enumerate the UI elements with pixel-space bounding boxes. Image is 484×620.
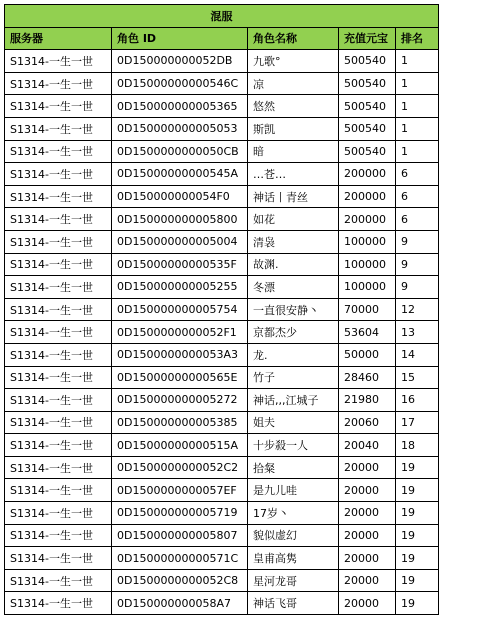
role-name-cell: 斯凯 <box>248 117 339 140</box>
role-name-cell: 十步殺一人 <box>248 434 339 457</box>
role-name-cell: 暗 <box>248 140 339 163</box>
server-cell: S1314-一生一世 <box>5 411 112 434</box>
role-id-cell: 0D15000000000515A <box>112 434 248 457</box>
recharge-cell: 200000 <box>339 163 396 186</box>
role-id-cell: 0D1500000000050CB <box>112 140 248 163</box>
role-name-cell: 神话丨青丝 <box>248 185 339 208</box>
table-row <box>5 456 439 479</box>
recharge-cell: 200000 <box>339 208 396 231</box>
role-id-cell: 0D150000000052DB <box>112 50 248 73</box>
table-row <box>5 298 439 321</box>
role-name-cell: 凉 <box>248 72 339 95</box>
rank-cell: 19 <box>396 456 439 479</box>
role-name-cell: 如花 <box>248 208 339 231</box>
table-row <box>5 321 439 344</box>
server-cell: S1314-一生一世 <box>5 163 112 186</box>
role-name-cell: 貌似虚幻 <box>248 524 339 547</box>
recharge-cell: 20000 <box>339 592 396 615</box>
table-row <box>5 389 439 412</box>
recharge-cell: 500540 <box>339 95 396 118</box>
rank-cell: 12 <box>396 298 439 321</box>
table-title: 混服 <box>5 5 439 28</box>
rank-cell: 1 <box>396 50 439 73</box>
server-cell: S1314-一生一世 <box>5 569 112 592</box>
server-cell: S1314-一生一世 <box>5 366 112 389</box>
role-id-cell: 0D1500000000052F1 <box>112 321 248 344</box>
recharge-cell: 100000 <box>339 230 396 253</box>
role-id-cell: 0D150000000005053 <box>112 117 248 140</box>
table-row <box>5 411 439 434</box>
server-cell: S1314-一生一世 <box>5 524 112 547</box>
server-cell: S1314-一生一世 <box>5 208 112 231</box>
rank-cell: 17 <box>396 411 439 434</box>
server-cell: S1314-一生一世 <box>5 95 112 118</box>
header-recharge: 充值元宝 <box>339 27 396 50</box>
role-id-cell: 0D150000000005272 <box>112 389 248 412</box>
role-id-cell: 0D150000000005800 <box>112 208 248 231</box>
server-cell: S1314-一生一世 <box>5 343 112 366</box>
role-name-cell: 故渊. <box>248 253 339 276</box>
recharge-cell: 20000 <box>339 569 396 592</box>
role-name-cell: 京都杰少 <box>248 321 339 344</box>
recharge-cell: 20000 <box>339 502 396 525</box>
recharge-cell: 70000 <box>339 298 396 321</box>
rank-cell: 13 <box>396 321 439 344</box>
recharge-cell: 500540 <box>339 72 396 95</box>
table-row <box>5 163 439 186</box>
recharge-cell: 200000 <box>339 185 396 208</box>
recharge-cell: 21980 <box>339 389 396 412</box>
role-id-cell: 0D1500000000057EF <box>112 479 248 502</box>
role-id-cell: 0D1500000000053A3 <box>112 343 248 366</box>
role-id-cell: 0D15000000000571C <box>112 547 248 570</box>
recharge-cell: 20000 <box>339 547 396 570</box>
rank-cell: 19 <box>396 592 439 615</box>
header-row <box>5 27 439 50</box>
role-name-cell: 竹子 <box>248 366 339 389</box>
server-cell: S1314-一生一世 <box>5 230 112 253</box>
rank-cell: 6 <box>396 185 439 208</box>
server-cell: S1314-一生一世 <box>5 185 112 208</box>
table-row <box>5 208 439 231</box>
recharge-cell: 100000 <box>339 253 396 276</box>
role-name-cell: 龙. <box>248 343 339 366</box>
rank-cell: 19 <box>396 524 439 547</box>
table-row <box>5 547 439 570</box>
role-id-cell: 0D150000000005365 <box>112 95 248 118</box>
role-id-cell: 0D15000000000535F <box>112 253 248 276</box>
rank-cell: 6 <box>396 208 439 231</box>
role-id-cell: 0D150000000005719 <box>112 502 248 525</box>
role-id-cell: 0D150000000005255 <box>112 276 248 299</box>
role-name-cell: 冬漂 <box>248 276 339 299</box>
server-cell: S1314-一生一世 <box>5 50 112 73</box>
rank-cell: 9 <box>396 276 439 299</box>
server-cell: S1314-一生一世 <box>5 253 112 276</box>
server-cell: S1314-一生一世 <box>5 502 112 525</box>
rank-cell: 9 <box>396 253 439 276</box>
recharge-cell: 20040 <box>339 434 396 457</box>
ranking-table <box>4 4 439 615</box>
role-id-cell: 0D1500000000052C2 <box>112 456 248 479</box>
role-name-cell: 是九儿哇 <box>248 479 339 502</box>
table-row <box>5 230 439 253</box>
table-row <box>5 185 439 208</box>
table-row <box>5 253 439 276</box>
role-id-cell: 0D150000000058A7 <box>112 592 248 615</box>
recharge-cell: 20060 <box>339 411 396 434</box>
role-name-cell: 神话飞哥 <box>248 592 339 615</box>
recharge-cell: 20000 <box>339 479 396 502</box>
rank-cell: 6 <box>396 163 439 186</box>
table-row <box>5 434 439 457</box>
server-cell: S1314-一生一世 <box>5 389 112 412</box>
recharge-cell: 50000 <box>339 343 396 366</box>
title-row <box>5 5 439 28</box>
recharge-cell: 500540 <box>339 117 396 140</box>
server-cell: S1314-一生一世 <box>5 276 112 299</box>
server-cell: S1314-一生一世 <box>5 456 112 479</box>
server-cell: S1314-一生一世 <box>5 434 112 457</box>
role-name-cell: 清袅 <box>248 230 339 253</box>
role-id-cell: 0D15000000000565E <box>112 366 248 389</box>
recharge-cell: 500540 <box>339 50 396 73</box>
server-cell: S1314-一生一世 <box>5 479 112 502</box>
table-row <box>5 72 439 95</box>
header-rank: 排名 <box>396 27 439 50</box>
server-cell: S1314-一生一世 <box>5 117 112 140</box>
table-row <box>5 343 439 366</box>
rank-cell: 14 <box>396 343 439 366</box>
rank-cell: 19 <box>396 502 439 525</box>
table-row <box>5 140 439 163</box>
table-row <box>5 276 439 299</box>
table-row <box>5 50 439 73</box>
role-id-cell: 0D15000000000546C <box>112 72 248 95</box>
role-id-cell: 0D150000000005754 <box>112 298 248 321</box>
role-id-cell: 0D150000000005807 <box>112 524 248 547</box>
rank-cell: 1 <box>396 72 439 95</box>
role-id-cell: 0D150000000005385 <box>112 411 248 434</box>
rank-cell: 19 <box>396 569 439 592</box>
rank-cell: 1 <box>396 95 439 118</box>
recharge-cell: 20000 <box>339 524 396 547</box>
server-cell: S1314-一生一世 <box>5 72 112 95</box>
recharge-cell: 28460 <box>339 366 396 389</box>
recharge-cell: 500540 <box>339 140 396 163</box>
header-server: 服务器 <box>5 27 112 50</box>
rank-cell: 19 <box>396 479 439 502</box>
server-cell: S1314-一生一世 <box>5 140 112 163</box>
role-id-cell: 0D150000000005004 <box>112 230 248 253</box>
rank-cell: 1 <box>396 117 439 140</box>
role-id-cell: 0D15000000000545A <box>112 163 248 186</box>
server-cell: S1314-一生一世 <box>5 321 112 344</box>
table-row <box>5 95 439 118</box>
role-name-cell: …苍… <box>248 163 339 186</box>
role-name-cell: 皇甫高隽 <box>248 547 339 570</box>
rank-cell: 9 <box>396 230 439 253</box>
role-name-cell: 姐夫 <box>248 411 339 434</box>
header-role-name: 角色名称 <box>248 27 339 50</box>
rank-cell: 18 <box>396 434 439 457</box>
rank-cell: 15 <box>396 366 439 389</box>
server-cell: S1314-一生一世 <box>5 547 112 570</box>
role-id-cell: 0D1500000000052C8 <box>112 569 248 592</box>
table-row <box>5 502 439 525</box>
server-cell: S1314-一生一世 <box>5 592 112 615</box>
rank-cell: 1 <box>396 140 439 163</box>
role-name-cell: 神话,,,江城子 <box>248 389 339 412</box>
role-name-cell: 悠然 <box>248 95 339 118</box>
rank-cell: 19 <box>396 547 439 570</box>
recharge-cell: 100000 <box>339 276 396 299</box>
table-row <box>5 479 439 502</box>
table-body <box>5 50 439 615</box>
recharge-cell: 20000 <box>339 456 396 479</box>
role-name-cell: 星河龙哥 <box>248 569 339 592</box>
rank-cell: 16 <box>396 389 439 412</box>
table-row <box>5 524 439 547</box>
table-row <box>5 592 439 615</box>
role-name-cell: 拾粲 <box>248 456 339 479</box>
table-row <box>5 117 439 140</box>
table-row <box>5 366 439 389</box>
header-role-id: 角色 ID <box>112 27 248 50</box>
table-row <box>5 569 439 592</box>
role-name-cell: 17岁丶 <box>248 502 339 525</box>
role-id-cell: 0D150000000054F0 <box>112 185 248 208</box>
recharge-cell: 53604 <box>339 321 396 344</box>
server-cell: S1314-一生一世 <box>5 298 112 321</box>
role-name-cell: 九歌° <box>248 50 339 73</box>
role-name-cell: 一直很安静丶 <box>248 298 339 321</box>
